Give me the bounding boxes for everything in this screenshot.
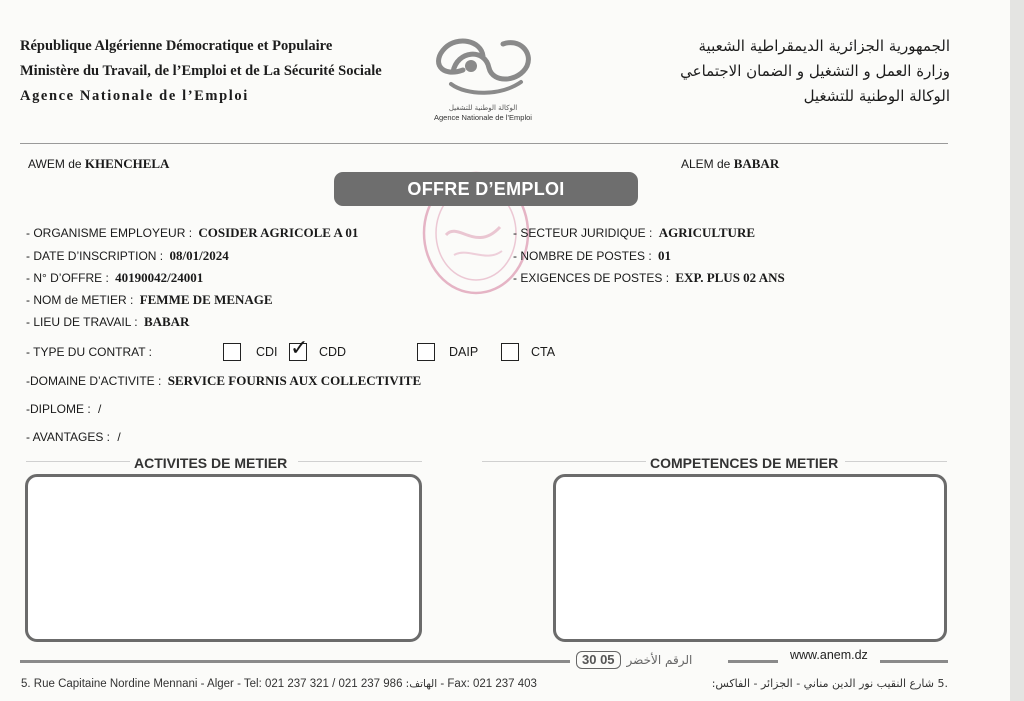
field-date-value: 08/01/2024	[169, 248, 229, 263]
competences-box[interactable]	[553, 474, 947, 642]
awem-label: AWEM de	[28, 157, 82, 171]
checkbox-daip-label: DAIP	[449, 345, 479, 359]
field-lieu-travail	[26, 314, 189, 330]
field-metier-label: - NOM de METIER :	[26, 293, 134, 307]
field-secteur-juridique	[513, 225, 755, 241]
offer-title: OFFRE D’EMPLOI	[334, 172, 638, 206]
footer-divider-mid	[728, 660, 778, 663]
checkbox-daip[interactable]	[417, 343, 435, 361]
field-domaine	[26, 373, 421, 389]
activites-rule-left	[26, 461, 130, 462]
field-lieu-value: BABAR	[143, 314, 190, 329]
field-organisme	[26, 225, 358, 241]
field-avantages-label: - AVANTAGES :	[26, 430, 111, 444]
activites-box[interactable]	[25, 474, 422, 642]
field-secteur-value: AGRICULTURE	[658, 225, 756, 240]
alem-line	[681, 156, 779, 172]
header-french	[20, 34, 382, 109]
field-nom-metier	[26, 292, 273, 308]
field-nombre-postes	[513, 248, 671, 264]
checkbox-cdd-label: CDD	[319, 345, 347, 359]
field-nombre-value: 01	[658, 248, 672, 263]
checkbox-cta[interactable]	[501, 343, 519, 361]
awem-line	[28, 156, 169, 172]
footer-address-ar: .5 شارع النقيب نور الدين مناني - الجزائر - الفاكس:	[711, 677, 948, 690]
field-exigences	[513, 270, 785, 286]
field-numero-label: - N° D’OFFRE :	[26, 271, 109, 285]
section-competences-heading: COMPETENCES DE METIER	[650, 455, 839, 471]
green-number-label: الرقم الأخضر	[626, 653, 693, 667]
logo-caption-ar: الوكالة الوطنية للتشغيل	[448, 104, 518, 112]
footer-address-text: 5. Rue Capitaine Nordine Mennani - Alger - Tel: 021 237 321 / 021 237 986	[21, 678, 403, 690]
field-exigences-value: EXP. PLUS 02 ANS	[675, 270, 785, 285]
checkbox-cdi-label: CDI	[256, 345, 278, 359]
header-ar-republic: الجمهورية الجزائرية الديمقراطية الشعبية	[698, 37, 950, 55]
header-ar-ministry: وزارة العمل و التشغيل و الضمان الاجتماعي	[680, 62, 950, 80]
scan-edge	[1010, 0, 1024, 701]
field-date-inscription	[26, 248, 229, 264]
field-date-label: - DATE D’INSCRIPTION :	[26, 249, 164, 263]
field-numero-offre	[26, 270, 203, 286]
field-nombre-label: - NOMBRE DE POSTES :	[513, 249, 652, 263]
field-domaine-value: SERVICE FOURNIS AUX COLLECTIVITE	[167, 373, 422, 388]
logo-caption-fr: Agence Nationale de l’Emploi	[434, 113, 532, 122]
field-avantages-value: /	[117, 430, 121, 444]
footer-fax: - Fax: 021 237 403	[440, 678, 537, 690]
header-arabic	[570, 34, 950, 109]
anem-logo	[418, 32, 548, 136]
field-exigences-label: - EXIGENCES DE POSTES :	[513, 271, 670, 285]
field-organisme-label: - ORGANISME EMPLOYEUR :	[26, 226, 193, 240]
competences-rule-right	[845, 461, 947, 462]
activites-rule-right	[298, 461, 422, 462]
awem-value: KHENCHELA	[84, 156, 170, 171]
field-secteur-label: - SECTEUR JURIDIQUE :	[513, 226, 653, 240]
checkbox-cta-label: CTA	[531, 345, 556, 359]
green-number	[576, 651, 692, 669]
field-lieu-label: - LIEU DE TRAVAIL :	[26, 315, 138, 329]
website-link[interactable]: www.anem.dz	[790, 648, 868, 662]
contract-type-label: - TYPE DU CONTRAT :	[26, 345, 153, 359]
field-metier-value: FEMME DE MENAGE	[139, 292, 273, 307]
footer-phone-ar: :الهاتف	[405, 678, 438, 690]
alem-value: BABAR	[733, 156, 780, 171]
field-avantages	[26, 430, 121, 444]
field-diplome	[26, 402, 101, 416]
field-domaine-label: -DOMAINE D’ACTIVITE :	[26, 374, 162, 388]
footer-divider-left	[20, 660, 570, 663]
field-diplome-value: /	[98, 402, 102, 416]
green-number-value: 30 05	[576, 651, 621, 669]
header-ar-agency: الوكالة الوطنية للتشغيل	[803, 87, 950, 105]
anem-logo-icon	[423, 32, 543, 102]
header-republic: République Algérienne Démocratique et Populaire	[20, 38, 333, 54]
checkbox-cdi[interactable]	[223, 343, 241, 361]
check-mark-icon: ✓	[290, 336, 309, 361]
field-numero-value: 40190042/24001	[115, 270, 204, 285]
section-activites-heading: ACTIVITES DE METIER	[134, 455, 288, 471]
competences-rule-left	[482, 461, 646, 462]
header-divider	[20, 143, 948, 144]
footer-address-fr	[21, 678, 537, 690]
alem-label: ALEM de	[681, 157, 731, 171]
footer-divider-right	[880, 660, 948, 663]
field-organisme-value: COSIDER AGRICOLE A 01	[198, 225, 359, 240]
header-ministry: Ministère du Travail, de l’Emploi et de La Sécurité Sociale	[20, 63, 382, 79]
field-diplome-label: -DIPLOME :	[26, 402, 91, 416]
header-agency: Agence Nationale de l’Emploi	[20, 88, 249, 104]
